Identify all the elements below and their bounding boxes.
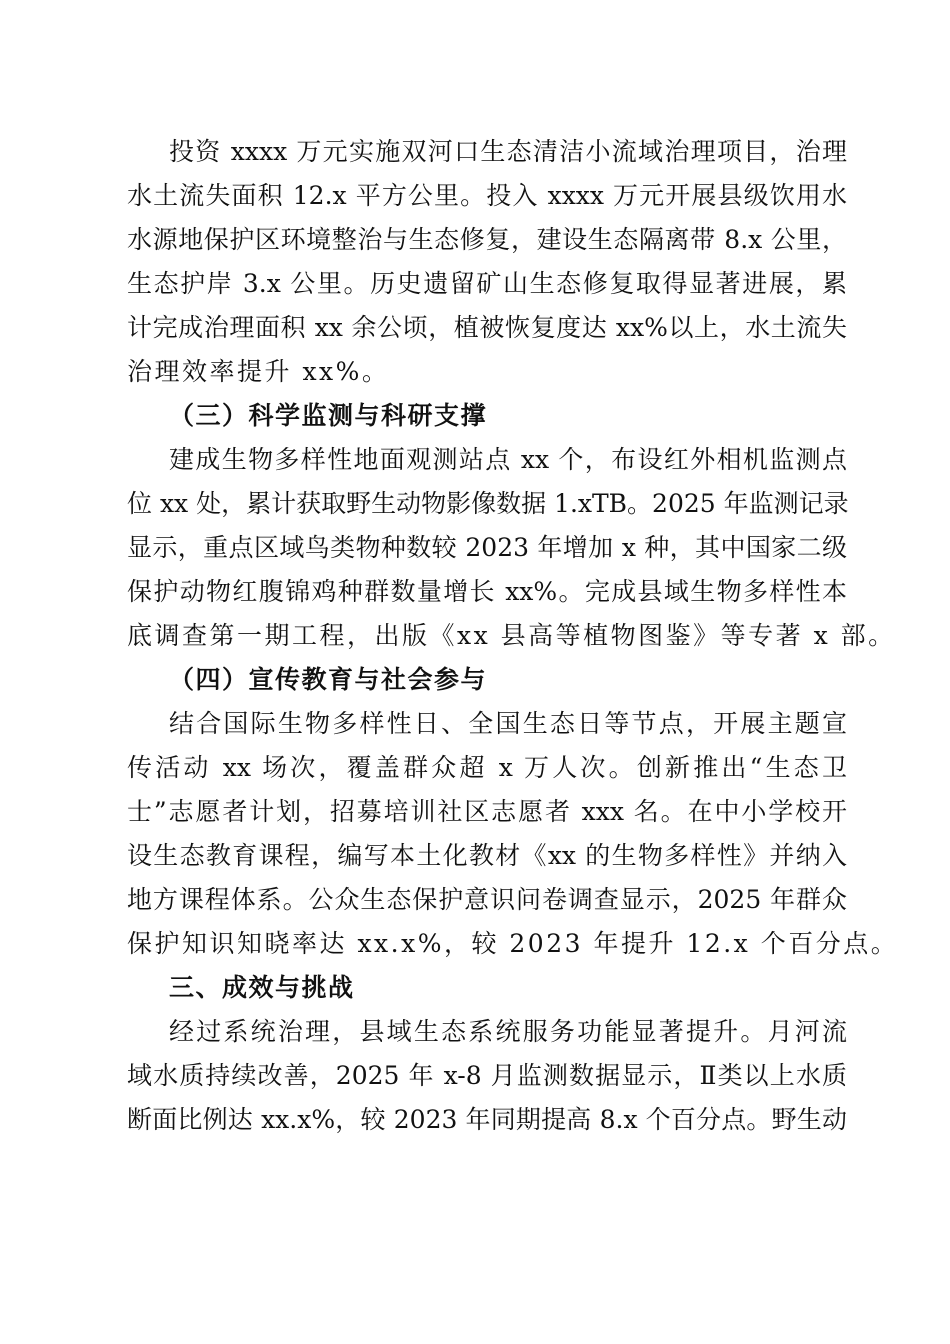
text-line: 结合国际生物多样性日、全国生态日等节点，开展主题宣 bbox=[169, 709, 847, 738]
text-line: 断面比例达 xx.x%，较 2023 年同期提高 8.x 个百分点。野生动 bbox=[127, 1105, 847, 1134]
text-line: 位 xx 处，累计获取野生动物影像数据 1.xTB。2025 年监测记录 bbox=[127, 489, 849, 518]
text-line: 域水质持续改善，2025 年 x-8 月监测数据显示，Ⅱ类以上水质 bbox=[127, 1061, 847, 1090]
text-line: 士”志愿者计划，招募培训社区志愿者 xxx 名。在中小学校开 bbox=[127, 797, 847, 826]
text-line: 底调查第一期工程，出版《xx 县高等植物图鉴》等专著 x 部。 bbox=[127, 621, 896, 650]
text-line: 治理效率提升 xx%。 bbox=[127, 357, 390, 386]
document-body bbox=[127, 130, 899, 1142]
text-line: 地方课程体系。公众生态保护意识问卷调查显示，2025 年群众 bbox=[127, 885, 847, 914]
text-line: 水土流失面积 12.x 平方公里。投入 xxxx 万元开展县级饮用水 bbox=[127, 181, 847, 210]
paragraph-results bbox=[127, 1010, 847, 1142]
text-line: 水源地保护区环境整治与生态修复，建设生态隔离带 8.x 公里， bbox=[127, 225, 847, 254]
text-line: 经过系统治理，县域生态系统服务功能显著提升。月河流 bbox=[169, 1017, 847, 1046]
text-line: 生态护岸 3.x 公里。历史遗留矿山生态修复取得显著进展，累 bbox=[127, 269, 847, 298]
section-heading-education: （四）宣传教育与社会参与 bbox=[169, 665, 488, 694]
text-line: 设生态教育课程，编写本土化教材《xx 的生物多样性》并纳入 bbox=[127, 841, 847, 870]
section-heading-monitoring: （三）科学监测与科研支撑 bbox=[169, 401, 488, 430]
text-line: 计完成治理面积 xx 余公顷，植被恢复度达 xx%以上，水土流失 bbox=[127, 313, 847, 342]
paragraph-ecological-restoration bbox=[127, 130, 847, 394]
chapter-heading-results: 三、成效与挑战 bbox=[169, 973, 355, 1002]
text-line: 保护动物红腹锦鸡种群数量增长 xx%。完成县域生物多样性本 bbox=[127, 577, 847, 606]
text-line: 投资 xxxx 万元实施双河口生态清洁小流域治理项目，治理 bbox=[169, 137, 847, 166]
text-line: 建成生物多样性地面观测站点 xx 个，布设红外相机监测点 bbox=[169, 445, 847, 474]
paragraph-education bbox=[127, 702, 899, 966]
paragraph-monitoring bbox=[127, 438, 896, 658]
text-line: 显示，重点区域鸟类物种数较 2023 年增加 x 种，其中国家二级 bbox=[127, 533, 847, 562]
text-line: 传活动 xx 场次，覆盖群众超 x 万人次。创新推出“生态卫 bbox=[127, 753, 847, 782]
text-line: 保护知识知晓率达 xx.x%，较 2023 年提升 12.x 个百分点。 bbox=[127, 929, 899, 958]
